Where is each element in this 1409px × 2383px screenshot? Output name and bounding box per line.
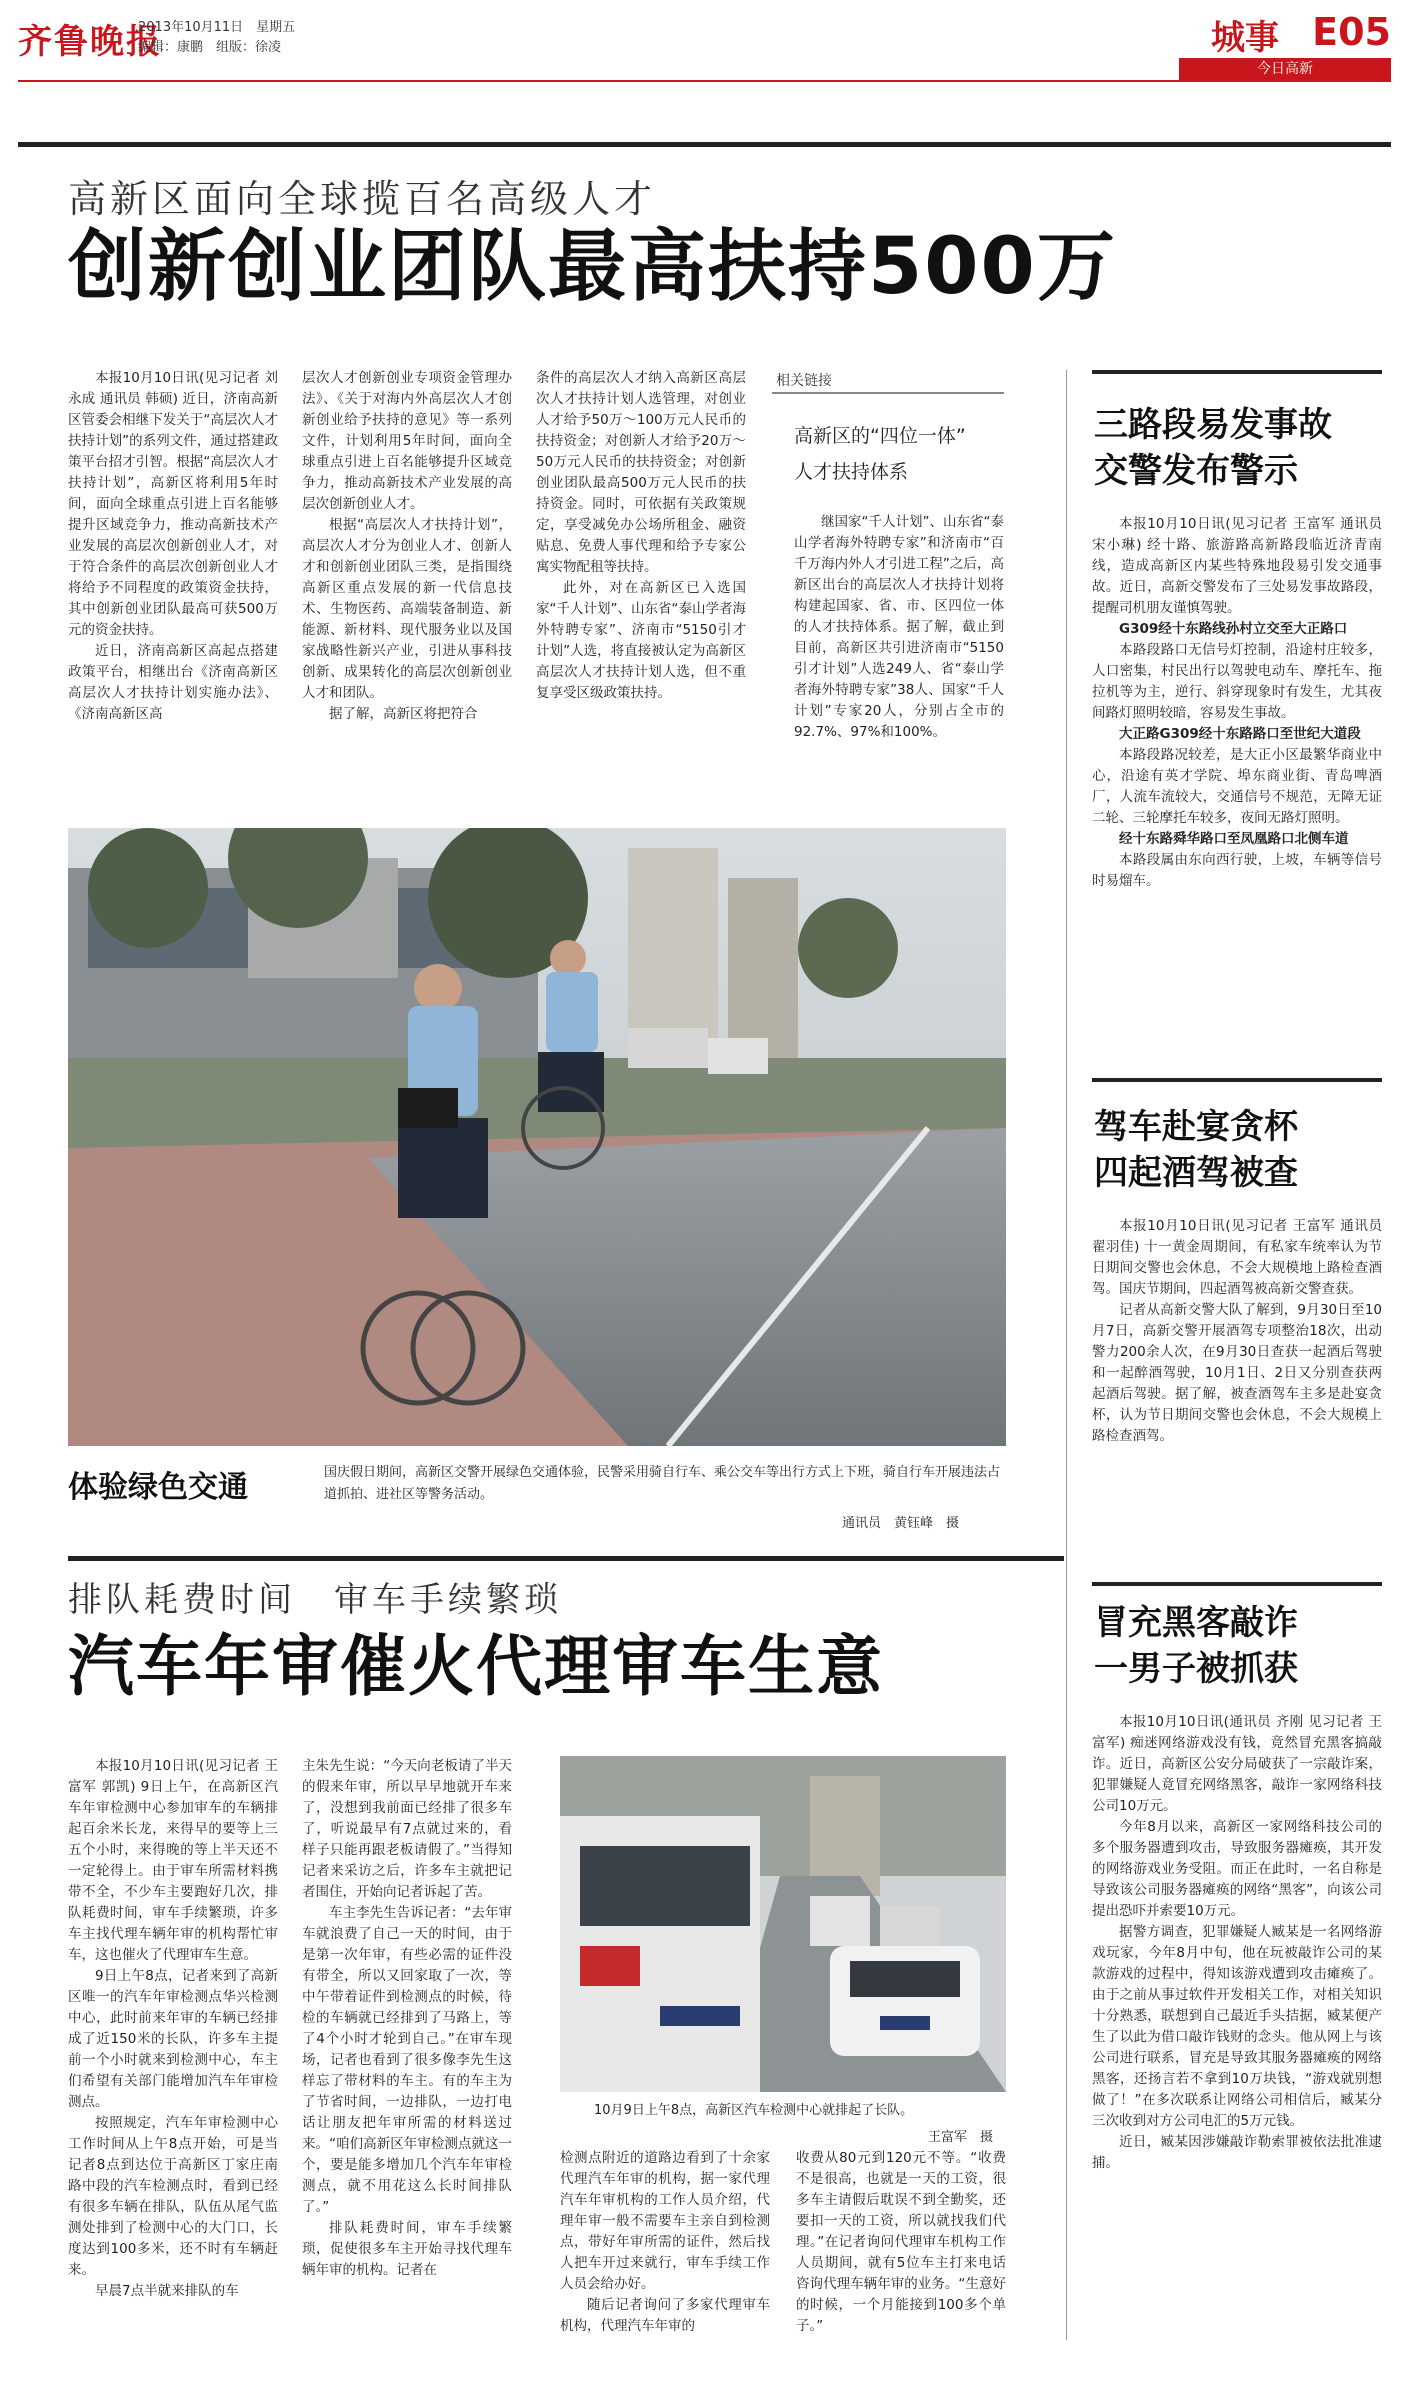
editor-line: 编辑：康鹏 组版：徐凌 [138,40,282,55]
paragraph: 本路段路况较差，是大正小区最繁华商业中心，沿途有英才学院、埠东商业街、青岛啤酒厂，人流车流较大，交通信号不规范，无障无证二轮、三轮摩托车较多，夜间无路灯照明。 [1092,747,1382,826]
paragraph: 检测点附近的道路边看到了十余家代理汽车年审的机构，据一家代理汽车年审机构的工作人员介绍，代理年审一般不需要车主亲自到检测点，带好年审所需的证件，然后找人把车开过来就行，审车手续工作人员会给办好。 [560,2150,770,2292]
paragraph: 收费从80元到120元不等。“收费不是很高，也就是一天的工资，很多车主请假后耽误不到全勤奖，还要扣一天的工资，所以就找我们代理。”在记者询问代理审车机构工作人员期间，就有5位车主打来电话咨询代理车辆年审的业务。“生意好的时候，一个月能接到100多个单子。” [796,2150,1006,2334]
paragraph: 近日，济南高新区高起点搭建政策平台，相继出台《济南高新区高层次人才扶持计划实施办法》、《济南高新区高 [68,643,278,722]
photo-queue-cars [560,1756,1006,2092]
photo1-title: 体验绿色交通 [68,1470,248,1505]
article1-headline: 创新创业团队最高扶持500万 [68,222,1117,312]
paragraph: 本报10月10日讯(见习记者 刘永成 通讯员 韩硕) 近日，济南高新区管委会相继下发关于“高层次人才扶持计划”的系列文件，通过搭建政策平台招才引智。根据“高层次人才扶持计划”，高新区将利用5年时间，面向全球重点引进上百名能够提升区域竞争力，推动高新技术产业发展的高层次创新创业人才，对于符合条件的高层次创新创业人才将给予不同程度的政策资金扶持，其中创新创业团队最高可获500万元的资金扶持。 [68,370,278,638]
side3-headline-1: 冒充黑客敲诈 [1094,1603,1298,1643]
side2-headline-2: 四起酒驾被查 [1094,1153,1298,1193]
paragraph: 随后记者询问了多家代理审车机构，代理汽车年审的 [560,2297,770,2334]
paragraph: 本路段路口无信号灯控制，沿途村庄较多，人口密集，村民出行以驾驶电动车、摩托车、拖拉机等为主，逆行、斜穿现象时有发生，尤其夜间路灯照明较暗，容易发生事故。 [1092,642,1382,721]
photo-image [560,1756,1006,2092]
paragraph: 据警方调查，犯罪嫌疑人臧某是一名网络游戏玩家，今年8月中旬，他在玩被敲诈公司的某款游戏的过程中，得知该游戏遭到攻击瘫痪了。由于之前从事过软件开发相关工作，对相关知识十分熟悉，联想到自己最近手头拮据，臧某便产生了以此为借口敲诈钱财的念头。他从网上与该公司进行联系，冒充是导致其服务器瘫痪的网络黑客，还扬言若不拿到10万块钱，“游戏就别想做了！”在多次联系让网络公司相信后，臧某分三次收到对方公司电汇的5万元钱。 [1092,1924,1382,2129]
article1-kicker: 高新区面向全球揽百名高级人才 [68,177,657,221]
page-number: E05 [1312,10,1391,54]
subheading: G309经十东路线孙村立交至大正路口 [1119,621,1348,637]
paragraph: 主朱先生说：“今天向老板请了半天的假来年审，所以早早地就开车来了，没想到我前面已经排了很多车了，听说最早有7点就过来的，看样子只能再跟老板请假了。”当得知记者来采访之后，许多车主就把记者围住，开始向记者诉起了苦。 [302,1758,512,1900]
paragraph: 根据“高层次人才扶持计划”，高层次人才分为创业人才、创新人才和创新创业团队三类，是指围绕高新区重点发展的新一代信息技术、生物医药、高端装备制造、新能源、新材料、现代服务业以及国家战略性新兴产业，引进从事科技创新、成果转化的高层次创新创业人才和团队。 [302,517,512,701]
side3-headline-2: 一男子被抓获 [1094,1649,1298,1689]
paragraph: 本报10月10日讯(通讯员 齐刚 见习记者 王富军) 痴迷网络游戏没有钱，竟然冒充黑客搞敲诈。近日，高新区公安分局破获了一宗敲诈案，犯罪嫌疑人竟冒充网络黑客，敲诈一家网络科技公司10万元。 [1092,1714,1382,1814]
paragraph: 近日，臧某因涉嫌敲诈勒索罪被依法批准逮捕。 [1092,2134,1382,2171]
side1-rule [1092,370,1382,374]
masthead-rule [18,80,1391,82]
article1-col1 [68,368,278,768]
paragraph: 此外，对在高新区已入选国家“千人计划”、山东省“泰山学者海外特聘专家”、济南市“5150引才计划”人选，将直接被认定为高新区高层次人才扶持计划人选，但不重复享受区级政策扶持。 [536,580,746,701]
side1-headline-1: 三路段易发事故 [1094,405,1332,445]
top-divider [18,142,1391,147]
paragraph: 条件的高层次人才纳入高新区高层次人才扶持计划人选管理，对创业人才给予50万～100万元人民币的扶持资金；对创新人才给予20万～50万元人民币的扶持资金；对创新创业团队最高500万元人民币的扶持资金。同时，可依据有关政策规定，享受减免办公场所租金、融资贴息、免费人事代理和给予专家公寓实物配租等扶持。 [536,370,746,575]
side2-headline-1: 驾车赴宴贪杯 [1094,1107,1298,1147]
photo1-credit: 通讯员 黄钰峰 摄 [842,1516,960,1531]
paragraph: 本报10月10日讯(见习记者 王富军 郭凯) 9日上午，在高新区汽车年审检测中心参加审车的车辆排起百余米长龙，来得早的要等上三五个小时，来得晚的等上半天还不一定轮得上。由于审车所需材料携带不全，不少车主要跑好几次，排队耗费时间，审车手续繁琐，许多车主找代理车辆年审的机构帮忙审车，这也催火了代理审车生意。 [68,1758,278,1963]
paragraph: 继国家“千人计划”、山东省“泰山学者海外特聘专家”和济南市“百千万海内外人才引进工程”之后，高新区出台的高层次人才扶持计划将构建起国家、省、市、区四位一体的人才扶持体系。据了解，截止到目前，高新区共引进济南市“5150引才计划”人选249人、省“泰山学者海外特聘专家”38人、国家“千人计划”专家20人，分别占全市的92.7%、97%和100%。 [794,514,1004,740]
side3-body [1092,1712,1382,2362]
paragraph: 层次人才创新创业专项资金管理办法》、《关于对海内外高层次人才创新创业给予扶持的意见》等一系列文件，计划利用5年时间，面向全球重点引进上百名能够提升区域竞争力，推动高新技术产业发展的高层次创新创业人才。 [302,370,512,512]
photo2-credit: 王富军 摄 [928,2130,994,2145]
paragraph: 今年8月以来，高新区一家网络科技公司的多个服务器遭到攻击，导致服务器瘫痪，其开发的网络游戏业务受阻。而正在此时，一名自称是导致该公司服务器瘫痪的网络“黑客”，向该公司提出恐吓并索要10万元。 [1092,1819,1382,1919]
side1-body [1092,514,1382,1066]
related-title-1: 高新区的“四位一体” [794,425,966,447]
paragraph: 本报10月10日讯(见习记者 王富军 通讯员 宋小琳) 经十路、旅游路高新路段临近济青南线，造成高新区内某些特殊地段易引发交通事故。近日，高新交警发布了三处易发事故路段，提醒司机朋友谨慎驾驶。 [1092,516,1382,616]
article2-col2 [302,1756,512,2362]
paragraph: 排队耗费时间，审车手续繁琐，促使很多车主开始寻找代理车辆年审的机构。记者在 [302,2220,512,2278]
subsection-bar: 今日高新 [1179,58,1391,80]
side2-rule [1092,1078,1382,1082]
article1-col2 [302,368,512,768]
related-tag: 相关链接 [776,373,832,389]
photo-image [68,828,1006,1446]
side1-headline-2: 交警发布警示 [1094,451,1298,491]
related-title-2: 人才扶持体系 [794,461,909,483]
side2-body [1092,1216,1382,1554]
paragraph: 早晨7点半就来排队的车 [95,2283,239,2299]
subheading: 经十东路舜华路口至凤凰路口北侧车道 [1119,831,1349,847]
photo1-caption: 国庆假日期间，高新区交警开展绿色交通体验，民警采用骑自行车、乘公交车等出行方式上下班，骑自行车开展违法占道抓拍、进社区等警务活动。 [324,1465,1001,1502]
photo-police-bicycles [68,828,1006,1446]
paragraph: 按照规定，汽车年审检测中心工作时间从上午8点开始，可是当记者8点到达位于高新区丁家庄南路中段的汽车检测点时，看到已经有很多车辆在排队，队伍从尾气监测处排到了检测中心的大门口，长度达到100多米，还不时有车辆赶来。 [68,2115,278,2278]
related-tag-bar [772,370,1004,394]
paragraph: 据了解，高新区将把符合 [329,706,478,722]
paragraph: 9日上午8点，记者来到了高新区唯一的汽车年审检测点华兴检测中心，此时前来年审的车辆已经排成了近150米的长队，许多车主提前一个小时就来到检测中心，车主们希望有关部门能增加汽车年审检测点。 [68,1968,278,2110]
newspaper-logo: 齐鲁晚报 [18,22,162,62]
article2-top-rule [68,1556,1064,1561]
article2-col1 [68,1756,278,2362]
article2-col3 [560,2148,770,2362]
related-body [794,512,1004,770]
article2-headline: 汽车年审催火代理审车生意 [68,1628,884,1705]
paragraph: 记者从高新交警大队了解到，9月30日至10月7日，高新交警开展酒驾专项整治18次，出动警力200余人次，在9月30日查获一起酒后驾驶和一起醉酒驾驶，10月1日、2日又分别查获两起酒后驾驶。据了解，被查酒驾车主多是赴宴贪杯，认为节日期间交警也会休息，不会大规模上路检查酒驾。 [1092,1302,1382,1444]
paragraph: 本路段属由东向西行驶，上坡，车辆等信号时易熘车。 [1092,852,1382,889]
side3-rule [1092,1582,1382,1586]
article2-col4 [796,2148,1006,2362]
photo2-caption: 10月9日上午8点，高新区汽车检测中心就排起了长队。 [594,2103,914,2118]
article2-kicker: 排队耗费时间 审车手续繁琐 [68,1580,562,1620]
article1-col3 [536,368,746,768]
paragraph: 本报10月10日讯(见习记者 王富军 通讯员 翟羽佳) 十一黄金周期间，有私家车统率认为节日期间交警也会休息，不会大规模地上路检查酒驾。国庆节期间，四起酒驾被高新交警查获。 [1092,1218,1382,1297]
subheading: 大正路G309经十东路路口至世纪大道段 [1119,726,1361,742]
sidebar-divider [1066,370,1067,2340]
date-line: 2013年10月11日 星期五 [138,20,296,35]
paragraph: 车主李先生告诉记者：“去年审车就浪费了自己一天的时间，由于是第一次年审，有些必需的证件没有带全，所以又回家取了一次，等中午带着证件到检测点的时候，待检的车辆就已经排到了马路上，等了4个小时才轮到自己。”在审车现场，记者也看到了很多像李先生这样忘了带材料的车主。有的车主为了节省时间，一边排队，一边打电话让朋友把年审所需的材料送过来。“咱们高新区年审检测点就这一个，要是能多增加几个汽车年审检测点，就不用花这么长时间排队了。” [302,1905,512,2215]
section-name: 城事 [1211,18,1279,58]
